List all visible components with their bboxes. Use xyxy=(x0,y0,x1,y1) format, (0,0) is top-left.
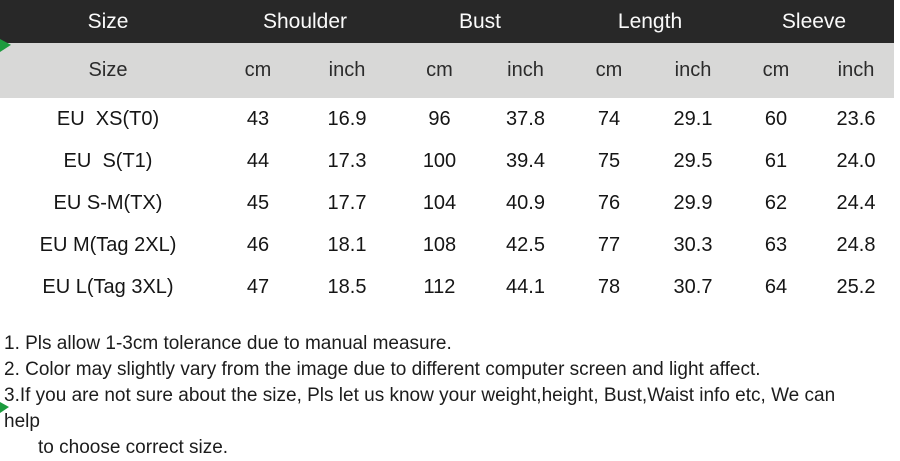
size-row-label: EU M(Tag 2XL) xyxy=(0,224,216,266)
size-row-label: EU XS(T0) xyxy=(0,98,216,140)
cell-sleeve-cm: 60 xyxy=(734,98,818,140)
cell-shoulder-cm: 43 xyxy=(216,98,300,140)
cell-bust-inch: 39.4 xyxy=(485,140,566,182)
note-line-2: 2. Color may slightly vary from the image due to different computer screen and light affect. xyxy=(4,359,761,380)
table-row xyxy=(0,98,894,140)
unit-header-inch: inch xyxy=(818,43,894,98)
group-header-length: Length xyxy=(566,0,734,43)
cell-length-cm: 75 xyxy=(566,140,652,182)
group-header-sleeve: Sleeve xyxy=(734,0,894,43)
unit-header-inch: inch xyxy=(300,43,394,98)
size-row-label: EU S-M(TX) xyxy=(0,182,216,224)
cell-shoulder-inch: 18.1 xyxy=(300,224,394,266)
group-header-row xyxy=(0,0,894,43)
cell-shoulder-inch: 18.5 xyxy=(300,266,394,308)
unit-header-cm: cm xyxy=(394,43,485,98)
cell-sleeve-inch: 24.4 xyxy=(818,182,894,224)
cell-sleeve-cm: 61 xyxy=(734,140,818,182)
unit-header-row xyxy=(0,43,894,98)
cell-length-inch: 30.3 xyxy=(652,224,734,266)
cell-bust-cm: 100 xyxy=(394,140,485,182)
size-row-label: EU S(T1) xyxy=(0,140,216,182)
cell-bust-cm: 108 xyxy=(394,224,485,266)
unit-header-inch: inch xyxy=(485,43,566,98)
size-row-label: EU L(Tag 3XL) xyxy=(0,266,216,308)
note-line-1: 1. Pls allow 1-3cm tolerance due to manual measure. xyxy=(4,333,452,354)
cell-length-cm: 76 xyxy=(566,182,652,224)
cell-sleeve-inch: 24.8 xyxy=(818,224,894,266)
cell-shoulder-inch: 17.7 xyxy=(300,182,394,224)
table-row xyxy=(0,224,894,266)
note-line-4: to choose correct size. xyxy=(38,437,229,458)
cell-shoulder-cm: 47 xyxy=(216,266,300,308)
cell-bust-cm: 96 xyxy=(394,98,485,140)
measurement-notes xyxy=(4,331,864,461)
cell-sleeve-inch: 23.6 xyxy=(818,98,894,140)
cell-length-inch: 29.9 xyxy=(652,182,734,224)
cell-bust-inch: 44.1 xyxy=(485,266,566,308)
cell-bust-inch: 37.8 xyxy=(485,98,566,140)
cell-shoulder-cm: 46 xyxy=(216,224,300,266)
cell-length-inch: 29.1 xyxy=(652,98,734,140)
cell-bust-inch: 42.5 xyxy=(485,224,566,266)
group-header-shoulder: Shoulder xyxy=(216,0,394,43)
cell-length-inch: 29.5 xyxy=(652,140,734,182)
cell-bust-inch: 40.9 xyxy=(485,182,566,224)
cell-sleeve-cm: 62 xyxy=(734,182,818,224)
unit-header-cm: cm xyxy=(734,43,818,98)
cell-sleeve-inch: 25.2 xyxy=(818,266,894,308)
cell-bust-cm: 104 xyxy=(394,182,485,224)
unit-header-inch: inch xyxy=(652,43,734,98)
cell-shoulder-inch: 17.3 xyxy=(300,140,394,182)
unit-header-cm: cm xyxy=(216,43,300,98)
cell-shoulder-inch: 16.9 xyxy=(300,98,394,140)
table-row xyxy=(0,140,894,182)
unit-header-size: Size xyxy=(0,43,216,98)
cell-length-cm: 74 xyxy=(566,98,652,140)
cell-shoulder-cm: 45 xyxy=(216,182,300,224)
cell-length-inch: 30.7 xyxy=(652,266,734,308)
unit-header-cm: cm xyxy=(566,43,652,98)
cell-bust-cm: 112 xyxy=(394,266,485,308)
note-line-3: 3.If you are not sure about the size, Pls let us know your weight,height, Bust,Waist info etc, We can help xyxy=(4,385,841,432)
cell-sleeve-inch: 24.0 xyxy=(818,140,894,182)
table-row xyxy=(0,266,894,308)
table-row xyxy=(0,182,894,224)
cell-length-cm: 78 xyxy=(566,266,652,308)
cell-sleeve-cm: 63 xyxy=(734,224,818,266)
cell-shoulder-cm: 44 xyxy=(216,140,300,182)
group-header-bust: Bust xyxy=(394,0,566,43)
cell-length-cm: 77 xyxy=(566,224,652,266)
cell-sleeve-cm: 64 xyxy=(734,266,818,308)
group-header-size: Size xyxy=(0,0,216,43)
